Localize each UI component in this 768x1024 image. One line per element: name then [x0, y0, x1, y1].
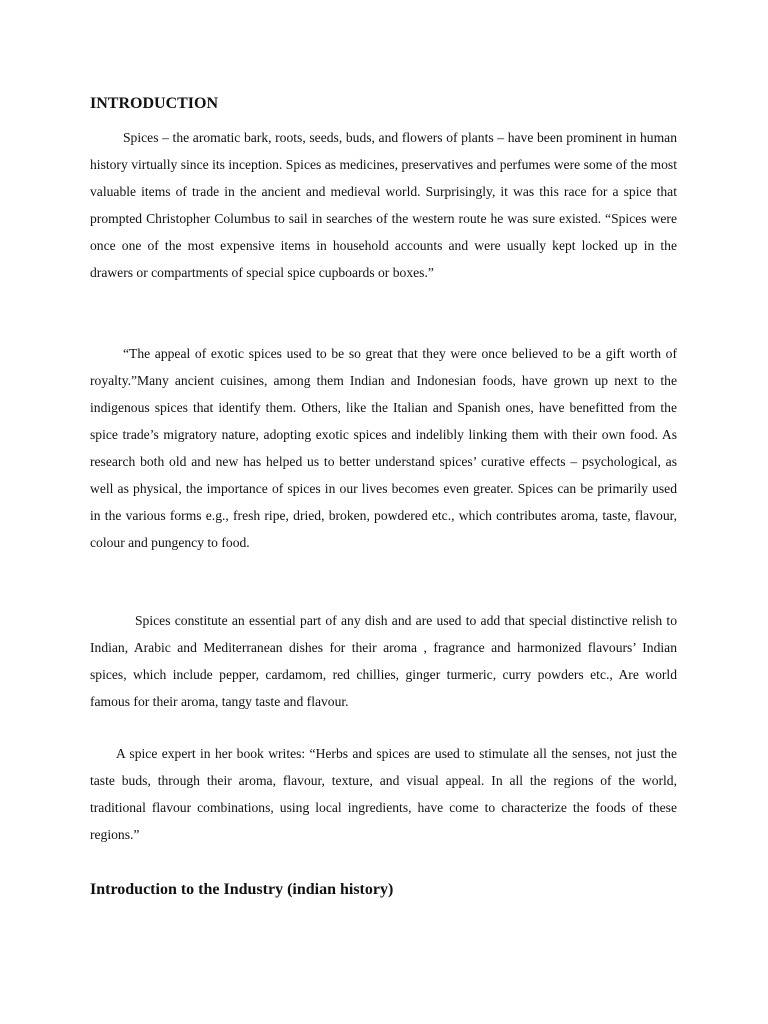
paragraph-exotic-spices: “The appeal of exotic spices used to be so great that they were once believed to be a gift worth of royalty.”Many ancient cuisines, among them Indian and Indonesian foods, have grown up next to the indigenous spices that identify them. Others, like the Italian and Spanish ones, have benefitted from the spice trade’s migratory nature, adopting exotic spices and indelibly linking them with their own food. As research both old and new has helped us to better understand spices’ curative effects – psychological, as well as physical, the importance of spices in our lives becomes even greater. Spices can be primarily used in the various forms e.g., fresh ripe, dried, broken, powdered etc., which contributes aroma, taste, flavour, colour and pungency to food. — [90, 346, 677, 550]
section-heading-industry: Introduction to the Industry (indian history) — [90, 881, 394, 898]
paragraph-spices-history: Spices – the aromatic bark, roots, seeds, buds, and flowers of plants – have been prominent in human history virtually since its inception. Spices as medicines, preservatives and perfumes were some of the most valuable items of trade in the ancient and medieval world. Surprisingly, it was this race for a spice that prompted Christopher Columbus to sail in searches of the western route he was sure existed. “Spices were once one of the most expensive items in household accounts and were usually kept locked up in the drawers or compartments of special spice cupboards or boxes.” — [90, 130, 677, 280]
section-heading-introduction: INTRODUCTION — [90, 95, 219, 112]
paragraph-spice-expert-quote: A spice expert in her book writes: “Herbs and spices are used to stimulate all the senses, not just the taste buds, through their aroma, flavour, texture, and visual appeal. In all the regions of the world, traditional flavour combinations, using local ingredients, have come to characterize the foods of these regions.” — [90, 746, 677, 842]
paragraph-indian-spices: Spices constitute an essential part of any dish and are used to add that special distinctive relish to Indian, Arabic and Mediterranean dishes for their aroma , fragrance and harmonized flavours’ Indian spices, which include pepper, cardamom, red chillies, ginger turmeric, curry powders etc., Are world famous for their aroma, tangy taste and flavour. — [90, 613, 677, 709]
